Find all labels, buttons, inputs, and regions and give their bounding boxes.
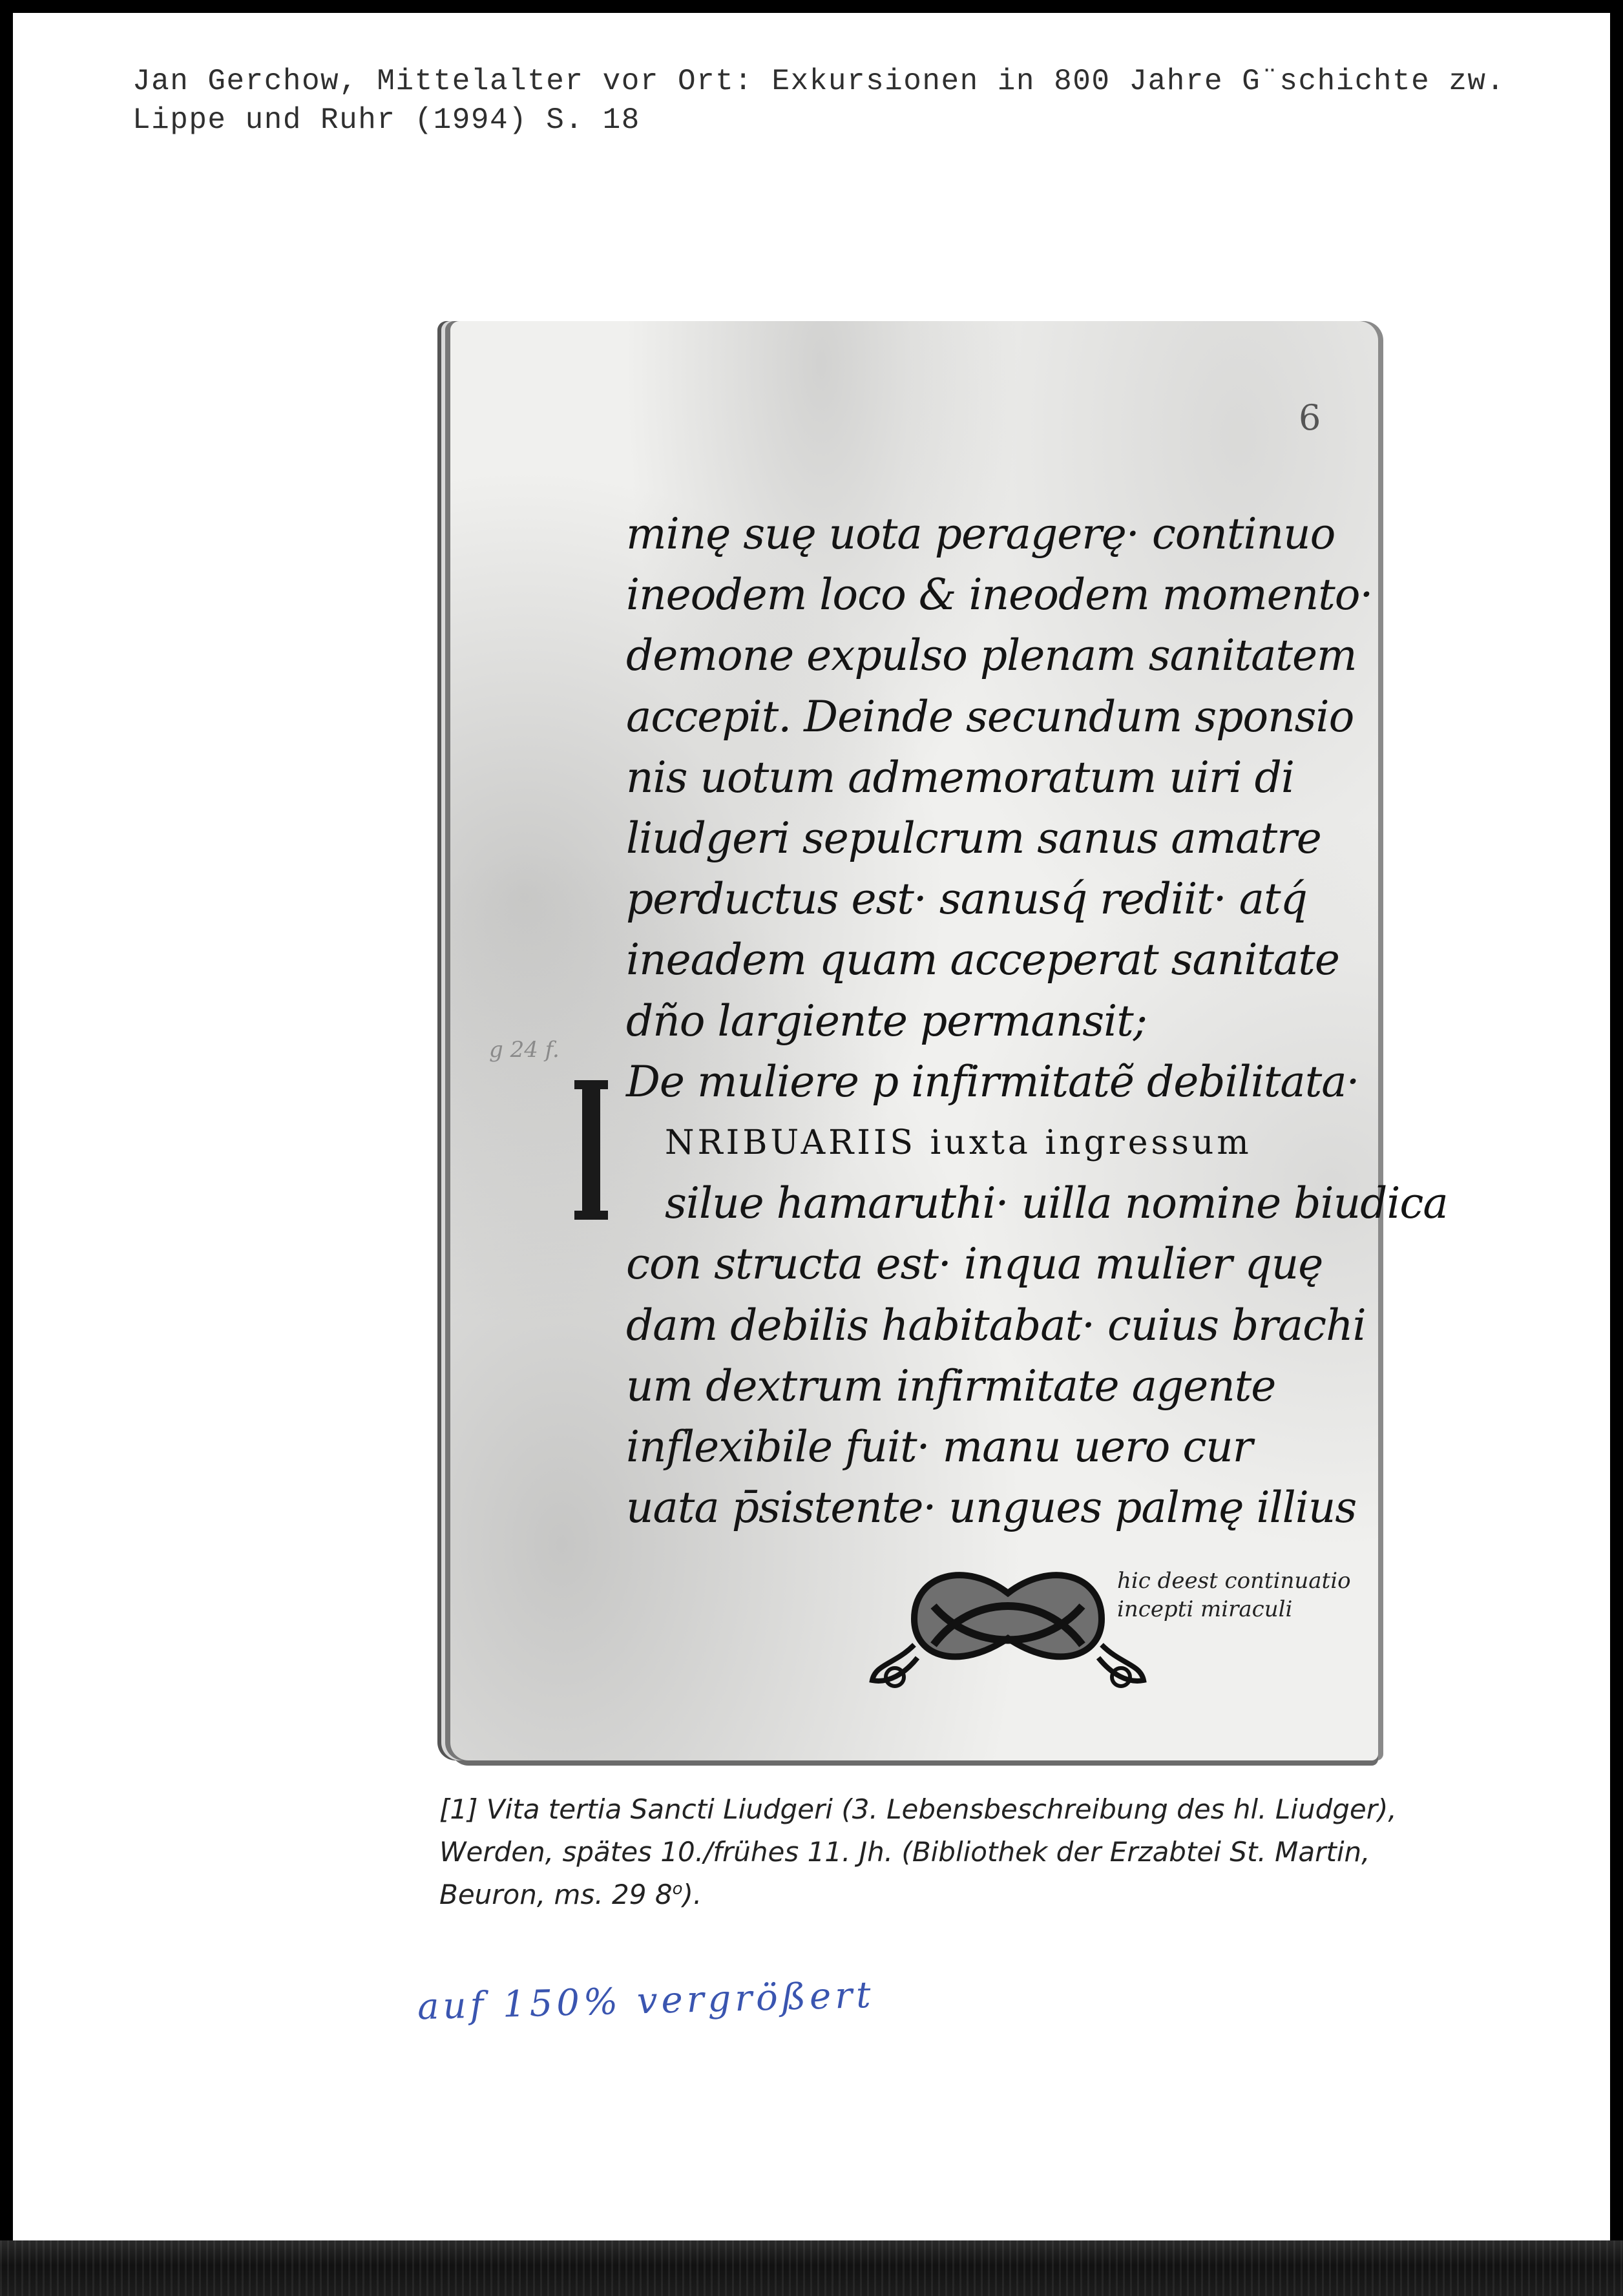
manuscript-line: silue hamaruthi· uilla nomine biudica	[665, 1178, 1448, 1229]
manuscript-line: demone expulso plenam sanitatem	[626, 631, 1357, 681]
caption-superscript: o	[672, 1879, 683, 1899]
manuscript-line: accepit. Deinde secundum sponsio	[626, 691, 1354, 742]
caption-line-3-end: ).	[682, 1879, 702, 1910]
manuscript-line: con structa est· inqua mulier quę	[626, 1239, 1323, 1289]
bibliographic-reference	[132, 62, 1554, 140]
manuscript-line: minę suę uota peragerę· continuo	[626, 509, 1335, 559]
gloss-line: incepti miraculi	[1117, 1596, 1293, 1622]
manuscript-line: nis uotum admemoratum uiri di	[626, 752, 1294, 802]
manuscript-line: perductus est· sanusq́ rediit· atq́	[626, 874, 1307, 924]
manuscript-line: inflexibile fuit· manu uero cur	[626, 1422, 1253, 1472]
gloss-line: hic deest continuatio	[1117, 1568, 1351, 1594]
folio-number: 6	[1299, 397, 1321, 438]
manuscript-line: ineadem quam acceperat sanitate	[626, 935, 1339, 985]
caption-line-1: [1] Vita tertia Sancti Liudgeri (3. Lebensbeschreibung des hl. Liudger),	[439, 1793, 1397, 1825]
figure-caption	[439, 1788, 1447, 1916]
manuscript-line: dam debilis habitabat· cuius brachi	[626, 1300, 1366, 1350]
manuscript-line: NRIBUARIIS iuxta ingressum	[665, 1123, 1252, 1163]
scan-edge-band	[0, 2240, 1623, 2296]
reference-line-2: Lippe und Ruhr (1994) S. 18	[132, 103, 640, 137]
manuscript-line: ineodem loco & ineodem momento·	[626, 570, 1373, 620]
caption-line-3	[439, 1873, 1447, 1916]
manuscript-line: um dextrum infirmitate agente	[626, 1361, 1276, 1411]
caption-line-2: Werden, spätes 10./frühes 11. Jh. (Bibliothek der Erzabtei St. Martin,	[439, 1836, 1370, 1868]
reference-line-1: Jan Gerchow, Mittelalter vor Ort: Exkursionen in 800 Jahre G¨schichte zw.	[132, 65, 1505, 98]
manuscript-line: liudgeri sepulcrum sanus amatre	[626, 813, 1321, 864]
manuscript-text	[626, 504, 1448, 1538]
knot-ornament-icon	[869, 1567, 1147, 1696]
manuscript-page-image	[450, 321, 1448, 1760]
caption-line-3-text: Beuron, ms. 29 8	[439, 1879, 673, 1910]
manuscript-line: uata p̄sistente· ungues palmę illius	[626, 1483, 1357, 1533]
manuscript-rubric-line: De muliere p infirmitatẽ debilitata·	[626, 1056, 1359, 1107]
handwritten-note: auf 150% vergrößert	[417, 1974, 875, 2029]
marginal-gloss	[1117, 1567, 1363, 1623]
manuscript-line: dño largiente permansit;	[626, 996, 1147, 1046]
margin-annotation: g 24 f.	[489, 1037, 560, 1063]
decorated-initial-i	[582, 1080, 600, 1220]
